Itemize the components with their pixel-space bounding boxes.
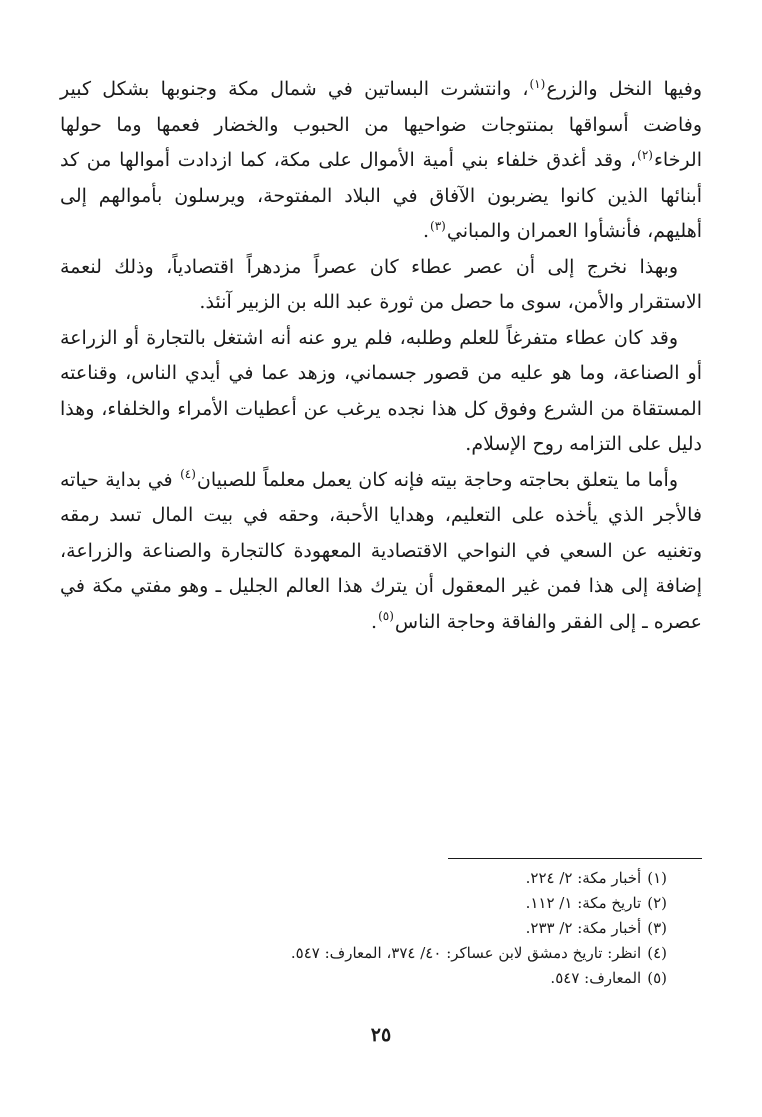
footnote-text: انظر: تاريخ دمشق لابن عساكر: ٤٠/ ٣٧٤، المعارف: ٥٤٧.	[290, 944, 642, 962]
paragraph-3	[60, 321, 702, 463]
paragraph-2-text: وبهذا نخرج إلى أن عصر عطاء كان عصراً مزدهراً اقتصادياً، وذلك لنعمة الاستقرار والأمن، سوى ما حصل من ثورة عبد الله بن الزبير آنئذ.	[60, 255, 702, 313]
footnote-1	[147, 866, 667, 891]
paragraph-1-text-1: وفيها النخل والزرع	[546, 78, 703, 100]
main-text	[60, 72, 702, 640]
footnote-text: المعارف: ٥٤٧.	[550, 969, 642, 987]
footnote-4	[147, 941, 667, 966]
paragraph-3-text: وقد كان عطاء متفرغاً للعلم وطلبه، فلم يرو عنه أنه اشتغل بالتجارة أو الزراعة أو الصناعة، وما هو عليه من قصور جسماني، وزهد عما في أيدي الناس، وقناعته المستقاة من الشرع وفوق كل هذا نجده يرغب عن أعطيات الأمراء والخلفاء، وهذا دليل على التزامه روح الإسلام.	[60, 326, 702, 455]
paragraph-1-text-3: ، وقد أغدق خلفاء بني أمية الأموال على مكة، كما ازدادت أموالها من كد أبنائها الذين كانوا يضربون الآفاق في البلاد المفتوحة، ويرسلون بأموالهم إلى أهليهم، فأنشأوا العمران والمباني	[60, 149, 702, 242]
paragraph-1-text-4: .	[422, 220, 430, 242]
paragraph-1	[60, 72, 702, 250]
footnote-text: تاريخ مكة: ١/ ١١٢.	[525, 894, 642, 912]
footnote-ref-1[interactable]: (١)	[529, 76, 546, 91]
footnote-3	[147, 916, 667, 941]
footnote-2	[147, 891, 667, 916]
footnote-number: (٢)	[647, 894, 667, 912]
footnotes-list	[147, 866, 667, 991]
paragraph-4-text-2: في بداية حياته فالأجر الذي يأخذه على التعليم، وهدايا الأحبة، وحقه في بيت المال تسد رمقه وتغنيه عن السعي في النواحي الاقتصادية المعهودة كالتجارة والصناعة والزراعة، إضافة إلى هذا فمن غير المعقول أن يترك هذا العالم الجليل ـ وهو مفتي مكة في عصره ـ إلى الفقر والفاقة وحاجة الناس	[60, 468, 702, 633]
paragraph-1-text-2: ، وانتشرت البساتين في شمال مكة وجنوبها بشكل كبير وفاضت أسواقها بمنتوجات ضواحيها من الحبوب والخضار فعمها وما حولها الرخاء	[60, 78, 702, 171]
footnote-text: أخبار مكة: ٢/ ٢٢٤.	[525, 869, 642, 887]
paragraph-4	[60, 463, 702, 641]
footnote-5	[147, 966, 667, 991]
footnote-number: (٤)	[647, 944, 667, 962]
paragraph-4-text-3: .	[371, 610, 378, 633]
footnote-number: (١)	[647, 869, 667, 887]
footnote-ref-5[interactable]: (٥)	[378, 609, 394, 624]
footnote-divider	[448, 858, 702, 859]
footnote-text: أخبار مكة: ٢/ ٢٣٣.	[525, 919, 642, 937]
paragraph-4-text-1: وأما ما يتعلق بحاجته وحاجة بيته فإنه كان يعمل معلماً للصبيان	[196, 468, 679, 491]
paragraph-2	[60, 250, 702, 321]
footnote-number: (٣)	[647, 919, 667, 937]
page-number: ٢٥	[370, 1024, 392, 1046]
footnote-ref-3[interactable]: (٣)	[430, 218, 446, 233]
footnote-ref-2[interactable]: (٢)	[637, 147, 653, 162]
footnote-ref-4[interactable]: (٤)	[180, 467, 196, 482]
footnote-number: (٥)	[647, 969, 667, 987]
